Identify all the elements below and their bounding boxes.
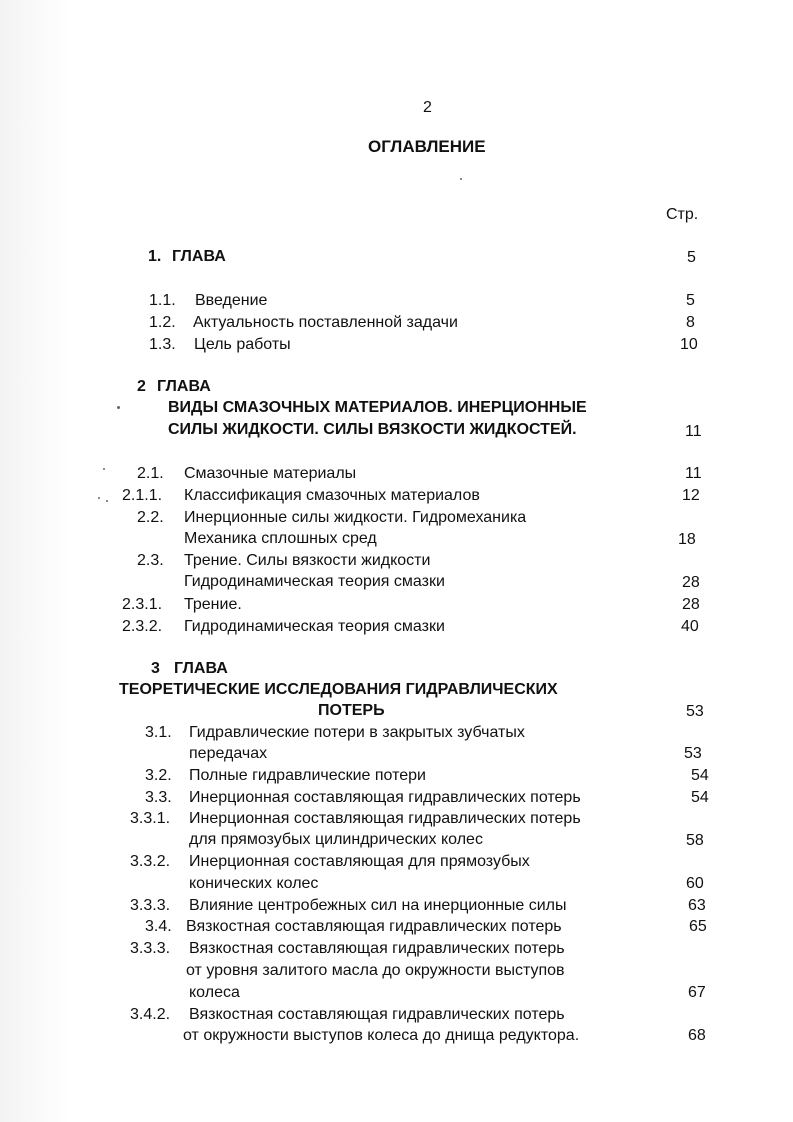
- toc-entry-page: 5: [687, 249, 696, 266]
- toc-entry-page: 54: [691, 767, 709, 784]
- toc-entry-title-line3: СИЛЫ ЖИДКОСТИ. СИЛЫ ВЯЗКОСТИ ЖИДКОСТЕЙ.: [168, 421, 577, 438]
- toc-entry-number: 3.4.2.: [130, 1006, 171, 1023]
- toc-entry-title-line2: Механика сплошных сред: [184, 530, 377, 547]
- toc-entry-title-line3: ПОТЕРЬ: [318, 702, 385, 719]
- toc-entry-title-line2: конических колес: [189, 875, 319, 892]
- toc-entry-title-line2: ТЕОРЕТИЧЕСКИЕ ИССЛЕДОВАНИЯ ГИДРАВЛИЧЕСКИХ: [119, 681, 558, 698]
- toc-entry-number: 1.2.: [149, 314, 176, 331]
- toc-entry-page: 28: [682, 574, 700, 591]
- toc-entry-title-line2: для прямозубых цилиндрических колес: [189, 831, 483, 848]
- toc-entry-page: 11: [685, 465, 702, 482]
- toc-entry-title-line2: от уровня залитого масла до окружности выступов: [186, 962, 565, 979]
- toc-entry-number: 3.1.: [145, 724, 172, 741]
- toc-entry-page: 28: [682, 596, 700, 613]
- toc-entry-number: 3.2.: [145, 767, 172, 784]
- toc-entry-title: ГЛАВА: [157, 378, 211, 395]
- toc-entry-title: Гидравлические потери в закрытых зубчатых: [189, 724, 525, 741]
- page-number: 2: [423, 99, 432, 116]
- toc-entry-page: 40: [681, 618, 699, 635]
- toc-entry-title-line3: колеса: [189, 984, 240, 1001]
- toc-entry-number: 3.3.1.: [130, 810, 171, 827]
- toc-entry-number: 1.3.: [149, 336, 176, 353]
- toc-entry-title: ГЛАВА: [174, 660, 228, 677]
- toc-entry-title: Введение: [195, 292, 268, 309]
- toc-entry-page: 18: [678, 531, 696, 548]
- toc-entry-page: 68: [688, 1027, 706, 1044]
- toc-entry-number: 3.3.3.: [130, 940, 171, 957]
- toc-entry-number: 2.3.: [137, 552, 164, 569]
- page-title: ОГЛАВЛЕНИЕ: [368, 137, 486, 156]
- toc-entry-title: Цель работы: [194, 336, 291, 353]
- toc-entry-number: 1.: [148, 248, 162, 265]
- toc-entry-title: ГЛАВА: [172, 248, 226, 265]
- toc-entry-title: Классификация смазочных материалов: [184, 487, 480, 504]
- toc-entry-number: 3.4.: [145, 918, 172, 935]
- toc-entry-title: Гидродинамическая теория смазки: [184, 618, 445, 635]
- toc-entry-title: Смазочные материалы: [184, 465, 357, 482]
- toc-entry-title: Инерционная составляющая гидравлических потерь: [189, 810, 581, 827]
- toc-entry-title: Влияние центробежных сил на инерционные силы: [189, 897, 567, 914]
- toc-entry-title: Инерционные силы жидкости. Гидромеханика: [184, 509, 527, 526]
- toc-entry-page: 65: [689, 918, 707, 935]
- toc-entry-page: 58: [686, 832, 704, 849]
- toc-entry-title: Трение. Силы вязкости жидкости: [184, 552, 431, 569]
- toc-entry-page: 67: [688, 984, 706, 1001]
- toc-entry-title: Инерционная составляющая для прямозубых: [189, 853, 530, 870]
- toc-entry-page: 60: [686, 875, 704, 892]
- toc-entry-title-line2: от окружности выступов колеса до днища редуктора.: [183, 1027, 580, 1044]
- toc-entry-number: 3.3.2.: [130, 853, 171, 870]
- toc-entry-page: 5: [686, 292, 695, 309]
- toc-entry-page: 53: [684, 745, 702, 762]
- scan-speck: [117, 406, 120, 409]
- toc-entry-number: 2.1.1.: [122, 487, 163, 504]
- toc-entry-title-line2: передачах: [189, 745, 268, 762]
- toc-entry-page: 10: [680, 336, 698, 353]
- toc-entry-number: 3.3.3.: [130, 897, 171, 914]
- scan-speck: [103, 468, 105, 470]
- toc-entry-page: 63: [688, 897, 706, 914]
- toc-entry-page: 53: [686, 703, 704, 720]
- toc-entry-page: 54: [691, 789, 709, 806]
- toc-entry-number: 3: [151, 660, 160, 677]
- toc-entry-number: 2.3.1.: [122, 596, 163, 613]
- toc-entry-number: 1.1.: [149, 292, 176, 309]
- toc-entry-page: 12: [682, 487, 700, 504]
- scan-shadow: [0, 0, 70, 1122]
- toc-entry-title: Вязкостная составляющая гидравлических потерь: [186, 918, 562, 935]
- toc-entry-title-line2: Гидродинамическая теория смазки: [184, 573, 445, 590]
- toc-entry-number: 2.2.: [137, 509, 164, 526]
- toc-entry-title: Полные гидравлические потери: [189, 767, 426, 784]
- toc-entry-title: Вязкостная составляющая гидравлических потерь: [189, 940, 565, 957]
- toc-entry-number: 2: [137, 378, 146, 395]
- toc-entry-page: 11: [685, 423, 702, 440]
- toc-entry-number: 2.3.2.: [122, 618, 163, 635]
- toc-entry-title-line2: ВИДЫ СМАЗОЧНЫХ МАТЕРИАЛОВ. ИНЕРЦИОННЫЕ: [168, 399, 587, 416]
- scan-speck: [98, 497, 100, 499]
- toc-entry-title: Актуальность поставленной задачи: [193, 314, 458, 331]
- toc-entry-title: Инерционная составляющая гидравлических потерь: [189, 789, 581, 806]
- toc-entry-number: 3.3.: [145, 789, 172, 806]
- scan-speck: [460, 178, 462, 180]
- toc-entry-page: 8: [686, 314, 695, 331]
- toc-entry-title: Вязкостная составляющая гидравлических потерь: [189, 1006, 565, 1023]
- toc-entry-number: 2.1.: [137, 465, 164, 482]
- page-column-label: Стр.: [666, 206, 699, 223]
- scan-speck: [106, 500, 108, 502]
- toc-entry-title: Трение.: [184, 596, 242, 613]
